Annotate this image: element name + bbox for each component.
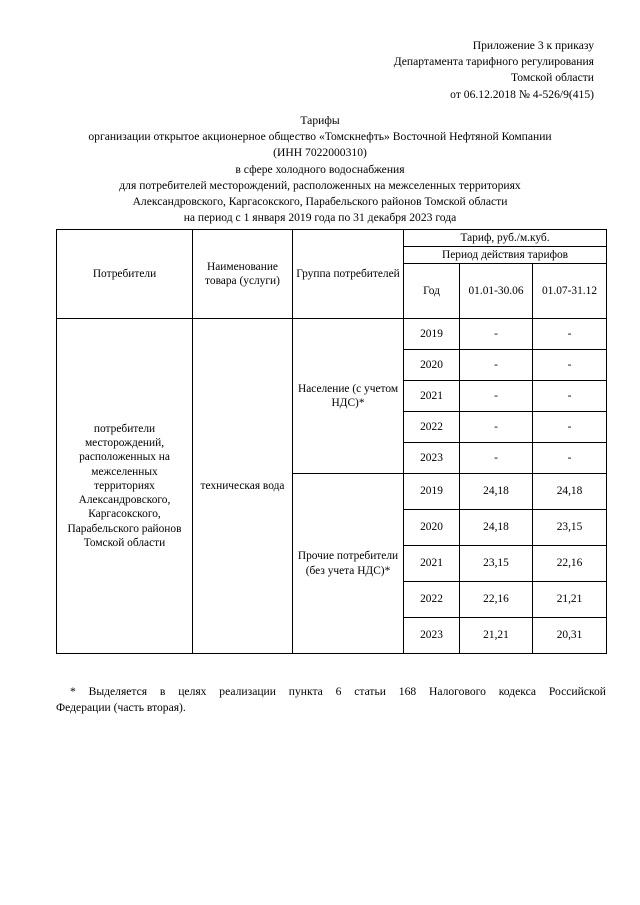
tariff-h2-cell: 23,15 (533, 510, 607, 546)
header-tariff: Тариф, руб./м.куб. (404, 230, 607, 247)
tariff-h1-cell: - (460, 381, 533, 412)
tariff-h2-cell: - (533, 319, 607, 350)
year-cell: 2021 (404, 381, 460, 412)
header-product: Наименование товара (услуги) (193, 230, 293, 319)
tariff-h1-cell: 23,15 (460, 546, 533, 582)
tariff-h1-cell: - (460, 412, 533, 443)
year-cell: 2022 (404, 412, 460, 443)
year-cell: 2023 (404, 618, 460, 654)
tariff-h1-cell: - (460, 443, 533, 474)
year-cell: 2023 (404, 443, 460, 474)
approval-stamp (394, 38, 594, 103)
approval-line: Департамента тарифного регулирования (393, 55, 594, 69)
tariff-h1-cell: 24,18 (460, 474, 533, 510)
year-cell: 2019 (404, 474, 460, 510)
tariff-h2-cell: - (533, 412, 607, 443)
title-line: (ИНН 7022000310) (273, 146, 367, 160)
tariff-h2-cell: - (533, 381, 607, 412)
product-cell: техническая вода (193, 319, 293, 654)
title-line: Тарифы (300, 114, 340, 127)
year-cell: 2022 (404, 582, 460, 618)
year-cell: 2020 (404, 510, 460, 546)
header-half2: 01.07-31.12 (533, 264, 607, 319)
title-line: организации открытое акционерное общество «Томскнефть» Восточной Нефтяной Компании (88, 130, 552, 144)
title-line: в сфере холодного водоснабжения (235, 162, 405, 176)
footnote-line: Федерации (часть вторая). (56, 701, 186, 714)
title-line: на период с 1 января 2019 года по 31 декабря 2023 года (183, 211, 457, 225)
tariff-h2-cell: 21,21 (533, 582, 607, 618)
year-cell: 2020 (404, 350, 460, 381)
table-row (57, 319, 607, 350)
footnote (56, 684, 606, 716)
tariff-h2-cell: 20,31 (533, 618, 607, 654)
year-cell: 2019 (404, 319, 460, 350)
document-title (20, 113, 620, 226)
tariff-h1-cell: - (460, 350, 533, 381)
tariff-h2-cell: - (533, 350, 607, 381)
consumer-cell: потребители месторождений, расположенных на межселенных территориях Александровского, Каргасокского, Парабельского районов Томской области (57, 319, 193, 654)
approval-line: Томской области (511, 71, 594, 85)
tariff-h1-cell: 22,16 (460, 582, 533, 618)
header-period: Период действия тарифов (404, 247, 607, 264)
title-line: для потребителей месторождений, расположенных на межселенных территориях (119, 178, 521, 192)
tariff-h1-cell: 21,21 (460, 618, 533, 654)
footnote-line: * Выделяется в целях реализации пункта 6 статьи 168 Налогового кодекса Российской (70, 685, 606, 698)
header-half1: 01.01-30.06 (460, 264, 533, 319)
group-population: Население (с учетом НДС)* (293, 319, 404, 474)
tariff-h2-cell: - (533, 443, 607, 474)
approval-line: от 06.12.2018 № 4-526/9(415) (450, 87, 594, 101)
header-year: Год (404, 264, 460, 319)
year-cell: 2021 (404, 546, 460, 582)
tariff-h1-cell: 24,18 (460, 510, 533, 546)
header-consumers: Потребители (57, 230, 193, 319)
title-line: Александровского, Каргасокского, Парабельского районов Томской области (132, 195, 508, 209)
tariff-h2-cell: 24,18 (533, 474, 607, 510)
header-group: Группа потребителей (293, 230, 404, 319)
tariff-h2-cell: 22,16 (533, 546, 607, 582)
tariff-h1-cell: - (460, 319, 533, 350)
group-other: Прочие потребители (без учета НДС)* (293, 474, 404, 654)
approval-line: Приложение 3 к приказу (472, 39, 594, 52)
tariff-table (56, 229, 607, 654)
